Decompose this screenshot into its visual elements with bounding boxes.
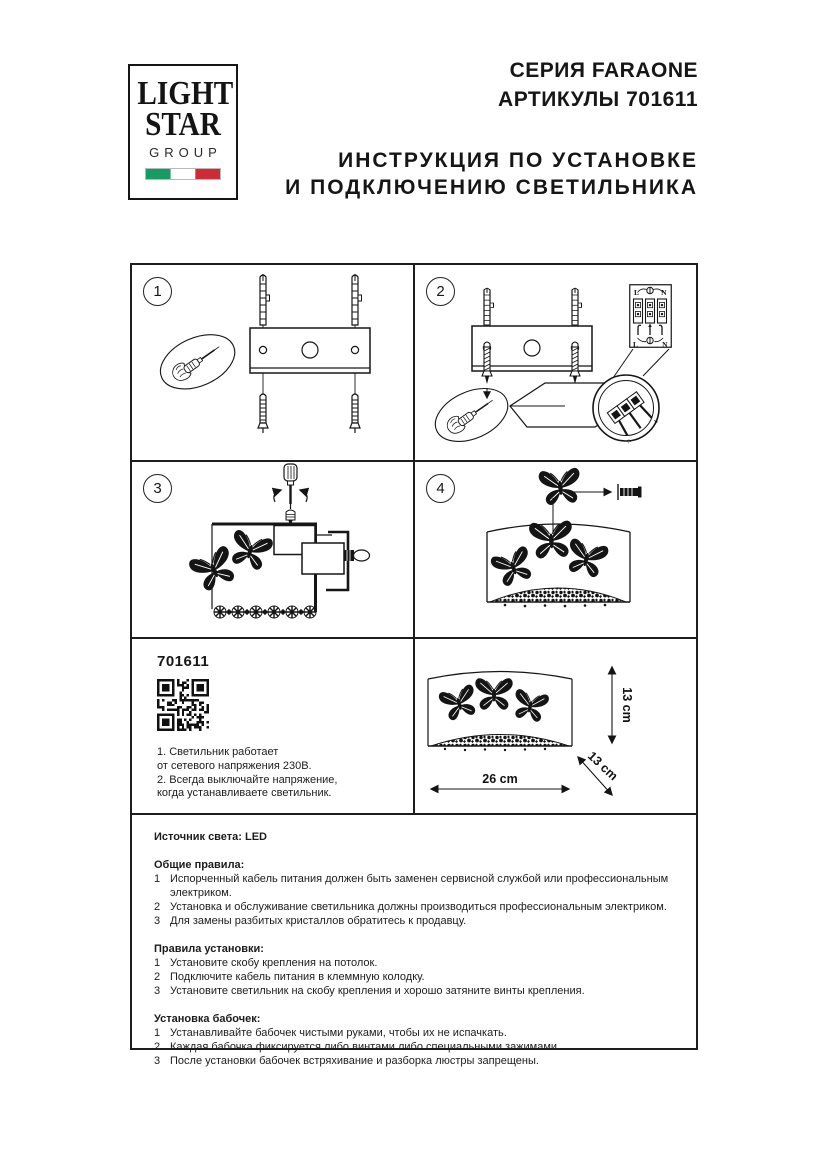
- step-2-panel: [415, 265, 696, 460]
- terminal-label-l-bottom: L: [633, 340, 639, 349]
- step-number-badge: 2: [426, 277, 455, 306]
- list-item: 3 После установки бабочек встряхивание и разборка люстры запрещены.: [154, 1055, 539, 1067]
- step-4-panel: [415, 462, 696, 637]
- step-number-badge: 1: [143, 277, 172, 306]
- lampshade: [428, 672, 572, 752]
- hand-screwdriver-icon: [152, 324, 243, 400]
- terminal-label-n-bottom: N: [662, 340, 668, 349]
- screwdriver-icon: [284, 464, 297, 509]
- butterfly-icon: [538, 467, 582, 506]
- step-4-drawing: [415, 462, 696, 637]
- butterfly-icon: [563, 538, 609, 579]
- logo-word-light: LIGHT: [137, 75, 234, 112]
- logo-word-star: STAR: [145, 106, 221, 144]
- terminal-block-diagram: [630, 285, 672, 349]
- lightstar-logo: [128, 64, 238, 200]
- fastener-screw-icon: [618, 484, 642, 500]
- height-dimension-label: 13 cm: [620, 687, 634, 723]
- step-1-drawing: [132, 265, 413, 460]
- magnifier-detail: [593, 375, 660, 445]
- step-3-panel: [132, 462, 413, 637]
- terminal-label-l-top: L: [634, 288, 640, 297]
- butterfly-icon: [226, 529, 274, 572]
- italian-flag-icon: [145, 168, 221, 180]
- instruction-title: ИНСТРУКЦИЯ ПО УСТАНОВКЕ И ПОДКЛЮЧЕНИЮ СВЕТИЛЬНИКА: [285, 149, 698, 199]
- dimensions-drawing: [415, 639, 696, 813]
- general-rules-section: Общие правила: 1 Испорченный кабель питания должен быть заменен сервисной службой или профессиональным электриком. 2 Установка и обслуживание светильника должны производиться профессиональным электриком. 3 Для замены разбитых кристаллов обратитесь к продавцу.: [154, 858, 696, 928]
- hand-screwdriver-icon: [427, 378, 516, 452]
- list-item: 2 Установка и обслуживание светильника должны производиться профессиональным электриком.: [154, 901, 667, 913]
- list-item: 1 Испорченный кабель питания должен быть заменен сервисной службой или профессиональным электриком.: [154, 873, 669, 899]
- butterfly-icon: [529, 520, 574, 559]
- bulb-icon: [344, 550, 370, 561]
- butterfly-icon: [511, 688, 550, 723]
- light-source: Источник света: LED: [154, 831, 267, 843]
- socket-housing: [302, 543, 344, 574]
- wire-label-l: L: [654, 419, 660, 426]
- list-item: 2 Подключите кабель питания в клеммную колодку.: [154, 971, 425, 983]
- header: [285, 56, 698, 201]
- article-title: АРТИКУЛЫ 701611: [498, 88, 698, 111]
- butterfly-install-section: Установка бабочек: 1 Устанавливайте бабочек чистыми руками, чтобы их не испачкать. 2 Каждая бабочка фиксируется либо винтами либо специальными зажимами. 3 После установки бабочек встряхивание и разборка люстры запрещены.: [154, 1012, 696, 1068]
- butterfly-icon: [475, 678, 512, 709]
- butterfly-icon: [187, 545, 240, 594]
- butterfly-icon: [438, 684, 480, 723]
- series-title: СЕРИЯ FARAONE: [509, 59, 698, 82]
- logo-word-group: GROUP: [149, 144, 222, 160]
- terminal-label-n-top: N: [661, 288, 667, 297]
- rotate-arrow-icon: [274, 490, 281, 502]
- specs-panel: [132, 815, 696, 1067]
- safety-notes: 1. Светильник работает от сетевого напряжения 230В. 2. Всегда выключайте напряжение, когда устанавливаете светильник.: [157, 746, 338, 800]
- dimensions-panel: [415, 639, 696, 813]
- width-dimension-label: 26 cm: [482, 772, 518, 786]
- wire-label-n: N: [626, 438, 633, 446]
- step-1-panel: [132, 265, 413, 460]
- step-3-drawing: [132, 462, 413, 637]
- article-number: 701611: [157, 653, 210, 670]
- installation-rules-section: Правила установки: 1 Установите скобу крепления на потолок. 2 Подключите кабель питания в клеммную колодку. 3 Установите светильник на скобу крепления и хорошо затяните винты крепления.: [154, 942, 696, 998]
- instruction-grid: [130, 263, 698, 1067]
- step-2-drawing: [415, 265, 696, 460]
- step-number-badge: 3: [143, 474, 172, 503]
- crystal-garland: [214, 606, 316, 618]
- qr-code: [157, 679, 209, 731]
- list-item: 1 Установите скобу крепления на потолок.: [154, 957, 378, 969]
- list-item: 3 Установите светильник на скобу крепления и хорошо затяните винты крепления.: [154, 985, 585, 997]
- butterfly-icon: [489, 545, 536, 589]
- product-panel: [132, 639, 413, 813]
- depth-dimension-label: 13 cm: [584, 748, 621, 784]
- rotate-arrow-icon: [300, 490, 307, 502]
- list-item: 3 Для замены разбитых кристаллов обратитесь к продавцу.: [154, 915, 467, 927]
- list-item: 2 Каждая бабочка фиксируется либо винтами либо специальными зажимами.: [154, 1041, 561, 1053]
- step-number-badge: 4: [426, 474, 455, 503]
- list-item: 1 Устанавливайте бабочек чистыми руками, чтобы их не испачкать.: [154, 1027, 507, 1039]
